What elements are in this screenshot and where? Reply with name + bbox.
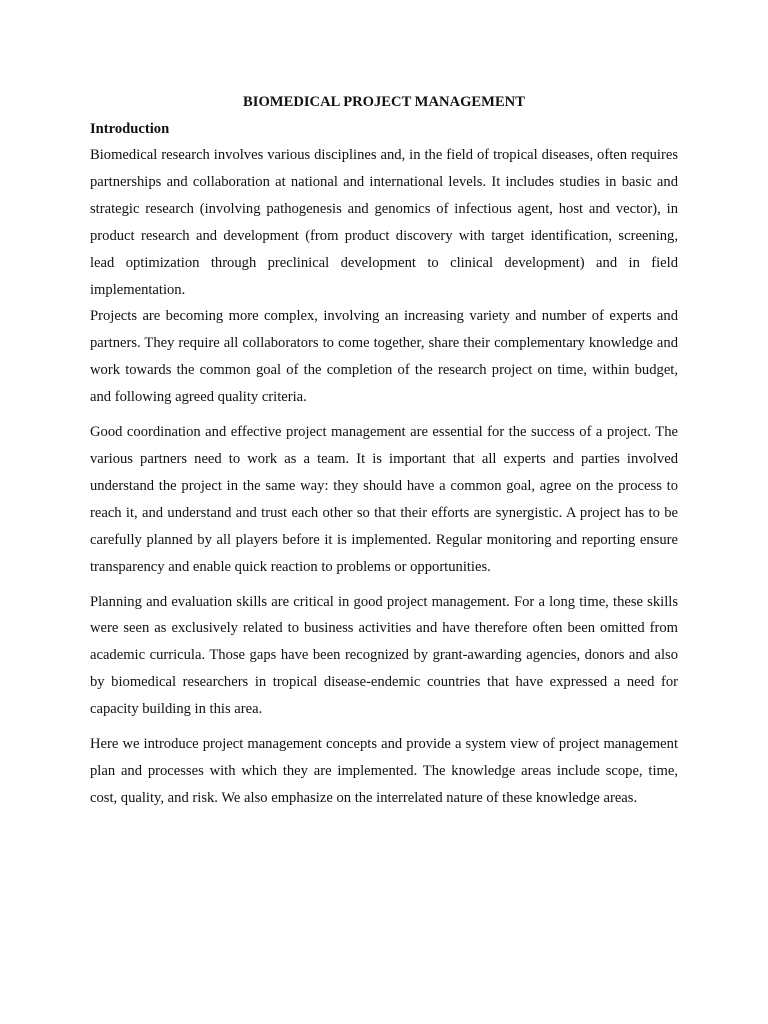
paragraph-2: Projects are becoming more complex, involving an increasing variety and number of experts and partners. They require all collaborators to come together, share their complementary knowledge and work towards the common goal of the completion of the research project on time, within budget, and following agreed quality criteria. [90, 308, 678, 406]
paragraph-3: Good coordination and effective project management are essential for the success of a project. The various partners need to work as a team. It is important that all experts and parties involved understand the project in the same way: they should have a common goal, agree on the process to reach it, and understand and trust each other so that their efforts are synergistic. A project has to be carefully planned by all players before it is implemented. Regular monitoring and reporting ensure transparency and enable quick reaction to problems or opportunities. [90, 424, 678, 575]
paragraph-4: Planning and evaluation skills are critical in good project management. For a long time, these skills were seen as exclusively related to business activities and have therefore often been omitted from academic curricula. Those gaps have been recognized by grant-awarding agencies, donors and also by biomedical researchers in tropical disease-endemic countries that have expressed a need for capacity building in this area. [90, 593, 678, 718]
paragraph-1: Biomedical research involves various disciplines and, in the field of tropical diseases, often requires partnerships and collaboration at national and international levels. It includes studies in basic and strategic research (involving pathogenesis and genomics of infectious agent, host and vector), in product research and development (from product discovery with target identification, screening, lead optimization through preclinical development to clinical development) and in field implementation. [90, 147, 678, 298]
document-body [90, 92, 678, 812]
section-heading-introduction: Introduction [90, 121, 170, 137]
document-title: BIOMEDICAL PROJECT MANAGEMENT [243, 94, 525, 110]
paragraph-5: Here we introduce project management concepts and provide a system view of project management plan and processes with which they are implemented. The knowledge areas include scope, time, cost, quality, and risk. We also emphasize on the interrelated nature of these knowledge areas. [90, 736, 678, 806]
